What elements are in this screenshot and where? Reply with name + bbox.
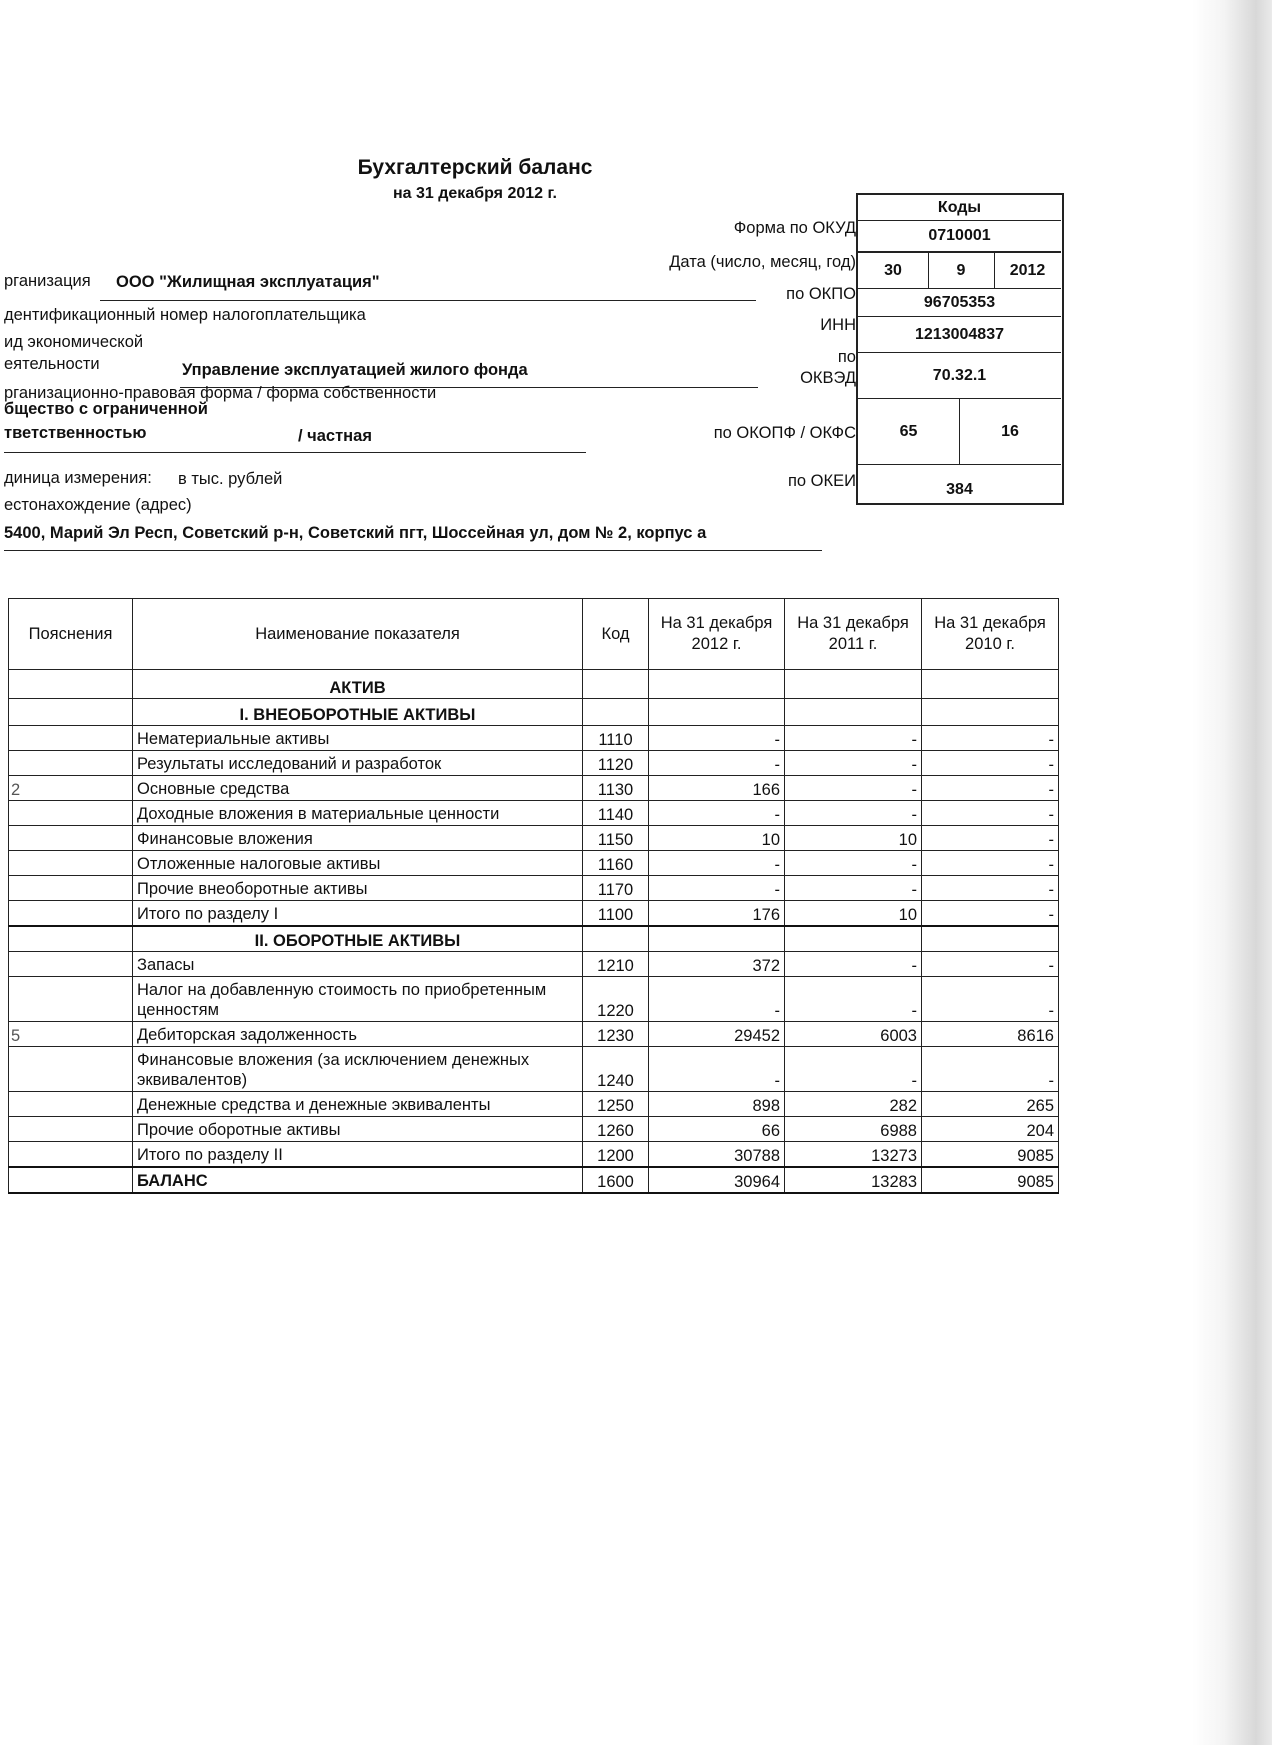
row-code: 1120 (583, 751, 649, 776)
row-code: 1600 (583, 1167, 649, 1193)
row-name: Налог на добавленную стоимость по приобретенным ценностям (133, 977, 583, 1022)
okud-value: 0710001 (858, 221, 1061, 253)
activity-label-1: ид экономической (4, 333, 144, 351)
row-code: 1220 (583, 977, 649, 1022)
row-code: 1240 (583, 1047, 649, 1092)
row-value-2012: 30964 (649, 1167, 785, 1193)
row-note (9, 826, 133, 851)
row-value-2012: - (649, 726, 785, 751)
row-code: 1210 (583, 952, 649, 977)
taxpayer-id-label: дентификационный номер налогоплательщика (4, 306, 366, 324)
row-name: Дебиторская задолженность (133, 1022, 583, 1047)
row-value-2010: 204 (922, 1117, 1059, 1142)
row-value-2012: 30788 (649, 1142, 785, 1168)
empty-cell (922, 699, 1059, 726)
codes-block (856, 193, 1064, 505)
table-header-row (9, 599, 1059, 670)
section-1-heading-row (9, 699, 1059, 726)
date-month: 9 (928, 253, 994, 289)
row-value-2010: - (922, 977, 1059, 1022)
empty-cell (649, 699, 785, 726)
table-row (9, 876, 1059, 901)
empty-cell (785, 926, 922, 952)
row-note (9, 952, 133, 977)
table-row (9, 977, 1059, 1022)
aktiv-heading: АКТИВ (133, 670, 583, 699)
legal-form-1: бщество с ограниченной (4, 400, 208, 418)
table-row (9, 1047, 1059, 1092)
address-value: 5400, Марий Эл Респ, Советский р-н, Советский пгт, Шоссейная ул, дом № 2, корпус а (4, 524, 707, 542)
row-name: Итого по разделу I (133, 901, 583, 927)
okpo-value: 96705353 (858, 289, 1061, 317)
row-value-2011: 6003 (785, 1022, 922, 1047)
legal-form-2: тветственностью (4, 424, 147, 442)
row-value-2012: - (649, 977, 785, 1022)
header-code: Код (583, 599, 649, 670)
okfs-value: 16 (959, 399, 1061, 465)
row-note (9, 851, 133, 876)
ownership-form: / частная (298, 427, 372, 445)
row-value-2012: 898 (649, 1092, 785, 1117)
org-label: рганизация (4, 272, 91, 290)
notes-cell (9, 670, 133, 699)
okei-value: 384 (946, 481, 973, 498)
row-value-2012: 372 (649, 952, 785, 977)
table-row (9, 1167, 1059, 1193)
row-note (9, 1047, 133, 1092)
okopf-value: 65 (858, 399, 959, 465)
row-value-2012: - (649, 751, 785, 776)
unit-label: диница измерения: (4, 469, 152, 487)
row-value-2012: 66 (649, 1117, 785, 1142)
row-name: Доходные вложения в материальные ценности (133, 801, 583, 826)
page-edge-shadow (1192, 0, 1272, 1745)
row-note (9, 876, 133, 901)
empty-cell (785, 699, 922, 726)
document-subtitle: на 31 декабря 2012 г. (393, 185, 557, 202)
row-note (9, 1142, 133, 1168)
row-note (9, 1117, 133, 1142)
date-day: 30 (858, 253, 928, 289)
row-value-2012: - (649, 876, 785, 901)
row-code: 1110 (583, 726, 649, 751)
okved-value: 70.32.1 (858, 353, 1061, 399)
okei-label: по ОКЕИ (787, 472, 856, 490)
empty-cell (922, 926, 1059, 952)
row-value-2010: - (922, 901, 1059, 927)
row-value-2011: - (785, 776, 922, 801)
table-row (9, 776, 1059, 801)
org-name: ООО "Жилищная эксплуатация" (116, 273, 380, 291)
row-code: 1160 (583, 851, 649, 876)
legal-form-label: рганизационно-правовая форма / форма собственности (4, 384, 437, 402)
header-2011: На 31 декабря 2011 г. (785, 599, 922, 670)
row-value-2012: - (649, 851, 785, 876)
row-note (9, 901, 133, 927)
row-name: Итого по разделу II (133, 1142, 583, 1168)
okopf-divider (959, 399, 960, 465)
table-row (9, 1142, 1059, 1168)
date-year: 2012 (994, 253, 1061, 289)
row-value-2010: - (922, 851, 1059, 876)
section-2-heading: II. ОБОРОТНЫЕ АКТИВЫ (133, 926, 583, 952)
row-value-2010: - (922, 801, 1059, 826)
notes-cell (9, 926, 133, 952)
row-value-2010: 265 (922, 1092, 1059, 1117)
empty-cell (922, 670, 1059, 699)
table-row (9, 826, 1059, 851)
activity-value: Управление эксплуатацией жилого фонда (182, 361, 528, 379)
date-label: Дата (число, месяц, год) (669, 253, 856, 271)
row-value-2011: - (785, 876, 922, 901)
row-value-2010: - (922, 952, 1059, 977)
row-value-2011: - (785, 1047, 922, 1092)
row-value-2010: - (922, 726, 1059, 751)
row-note (9, 726, 133, 751)
row-value-2011: 13273 (785, 1142, 922, 1168)
row-value-2011: - (785, 751, 922, 776)
row-value-2011: - (785, 726, 922, 751)
row-code: 1170 (583, 876, 649, 901)
row-value-2011: 6988 (785, 1117, 922, 1142)
row-value-2011: 282 (785, 1092, 922, 1117)
org-underline (100, 300, 756, 301)
row-value-2010: 8616 (922, 1022, 1059, 1047)
table-row (9, 851, 1059, 876)
okved-label-2: ОКВЭД (800, 369, 856, 387)
table-row (9, 952, 1059, 977)
row-name: Финансовые вложения (133, 826, 583, 851)
codes-header: Коды (858, 195, 1061, 221)
row-value-2012: 10 (649, 826, 785, 851)
unit-value: в тыс. рублей (178, 470, 283, 488)
table-row (9, 801, 1059, 826)
row-value-2011: 10 (785, 901, 922, 927)
row-value-2011: - (785, 851, 922, 876)
table-row (9, 751, 1059, 776)
row-code: 1140 (583, 801, 649, 826)
okved-label-1: по (837, 348, 856, 366)
row-name: Отложенные налоговые активы (133, 851, 583, 876)
row-value-2012: 29452 (649, 1022, 785, 1047)
row-value-2010: - (922, 776, 1059, 801)
row-note (9, 751, 133, 776)
row-note: 2 (9, 776, 133, 801)
notes-cell (9, 699, 133, 726)
address-label: естонахождение (адрес) (4, 496, 192, 514)
row-value-2010: - (922, 1047, 1059, 1092)
empty-cell (649, 670, 785, 699)
okpo-label: по ОКПО (786, 285, 856, 303)
section-2-heading-row (9, 926, 1059, 952)
header-2012: На 31 декабря 2012 г. (649, 599, 785, 670)
row-code: 1100 (583, 901, 649, 927)
empty-cell (785, 670, 922, 699)
address-underline (4, 550, 822, 551)
table-row (9, 1092, 1059, 1117)
row-code: 1200 (583, 1142, 649, 1168)
section-1-heading: I. ВНЕОБОРОТНЫЕ АКТИВЫ (133, 699, 583, 726)
row-note (9, 977, 133, 1022)
row-note (9, 1167, 133, 1193)
row-value-2011: 13283 (785, 1167, 922, 1193)
activity-label-2: еятельности (4, 355, 100, 373)
date-divider-2 (994, 253, 995, 289)
row-name: Запасы (133, 952, 583, 977)
inn-code-label: ИНН (820, 316, 856, 334)
okud-label: Форма по ОКУД (733, 219, 856, 237)
row-name: Результаты исследований и разработок (133, 751, 583, 776)
aktiv-heading-row (9, 670, 1059, 699)
row-code: 1250 (583, 1092, 649, 1117)
table-row (9, 726, 1059, 751)
row-code: 1150 (583, 826, 649, 851)
legal-form-underline (4, 452, 586, 453)
row-name: Денежные средства и денежные эквиваленты (133, 1092, 583, 1117)
row-name: Прочие оборотные активы (133, 1117, 583, 1142)
row-name: Прочие внеоборотные активы (133, 876, 583, 901)
empty-cell (583, 926, 649, 952)
row-code: 1230 (583, 1022, 649, 1047)
document-title: Бухгалтерский баланс (357, 156, 593, 179)
row-note (9, 801, 133, 826)
row-value-2010: 9085 (922, 1167, 1059, 1193)
header-name: Наименование показателя (133, 599, 583, 670)
row-value-2010: 9085 (922, 1142, 1059, 1168)
header-2010: На 31 декабря 2010 г. (922, 599, 1059, 670)
row-note (9, 1092, 133, 1117)
row-value-2011: - (785, 801, 922, 826)
date-divider-1 (928, 253, 929, 289)
table-row (9, 1117, 1059, 1142)
empty-cell (583, 670, 649, 699)
row-code: 1130 (583, 776, 649, 801)
row-name: Нематериальные активы (133, 726, 583, 751)
row-value-2010: - (922, 751, 1059, 776)
row-value-2012: - (649, 801, 785, 826)
row-value-2011: - (785, 952, 922, 977)
okopf-label: по ОКОПФ / ОКФС (713, 424, 856, 442)
row-code: 1260 (583, 1117, 649, 1142)
row-name: Финансовые вложения (за исключением денежных эквивалентов) (133, 1047, 583, 1092)
table-row (9, 1022, 1059, 1047)
row-value-2011: - (785, 977, 922, 1022)
row-note: 5 (9, 1022, 133, 1047)
empty-cell (649, 926, 785, 952)
empty-cell (583, 699, 649, 726)
row-value-2010: - (922, 876, 1059, 901)
row-value-2010: - (922, 826, 1059, 851)
inn-value: 1213004837 (858, 317, 1061, 353)
row-value-2012: - (649, 1047, 785, 1092)
row-name: БАЛАНС (133, 1167, 583, 1193)
row-value-2012: 176 (649, 901, 785, 927)
balance-table (8, 598, 1059, 1194)
row-name: Основные средства (133, 776, 583, 801)
row-value-2012: 166 (649, 776, 785, 801)
header-notes: Пояснения (9, 599, 133, 670)
row-value-2011: 10 (785, 826, 922, 851)
table-row (9, 901, 1059, 927)
